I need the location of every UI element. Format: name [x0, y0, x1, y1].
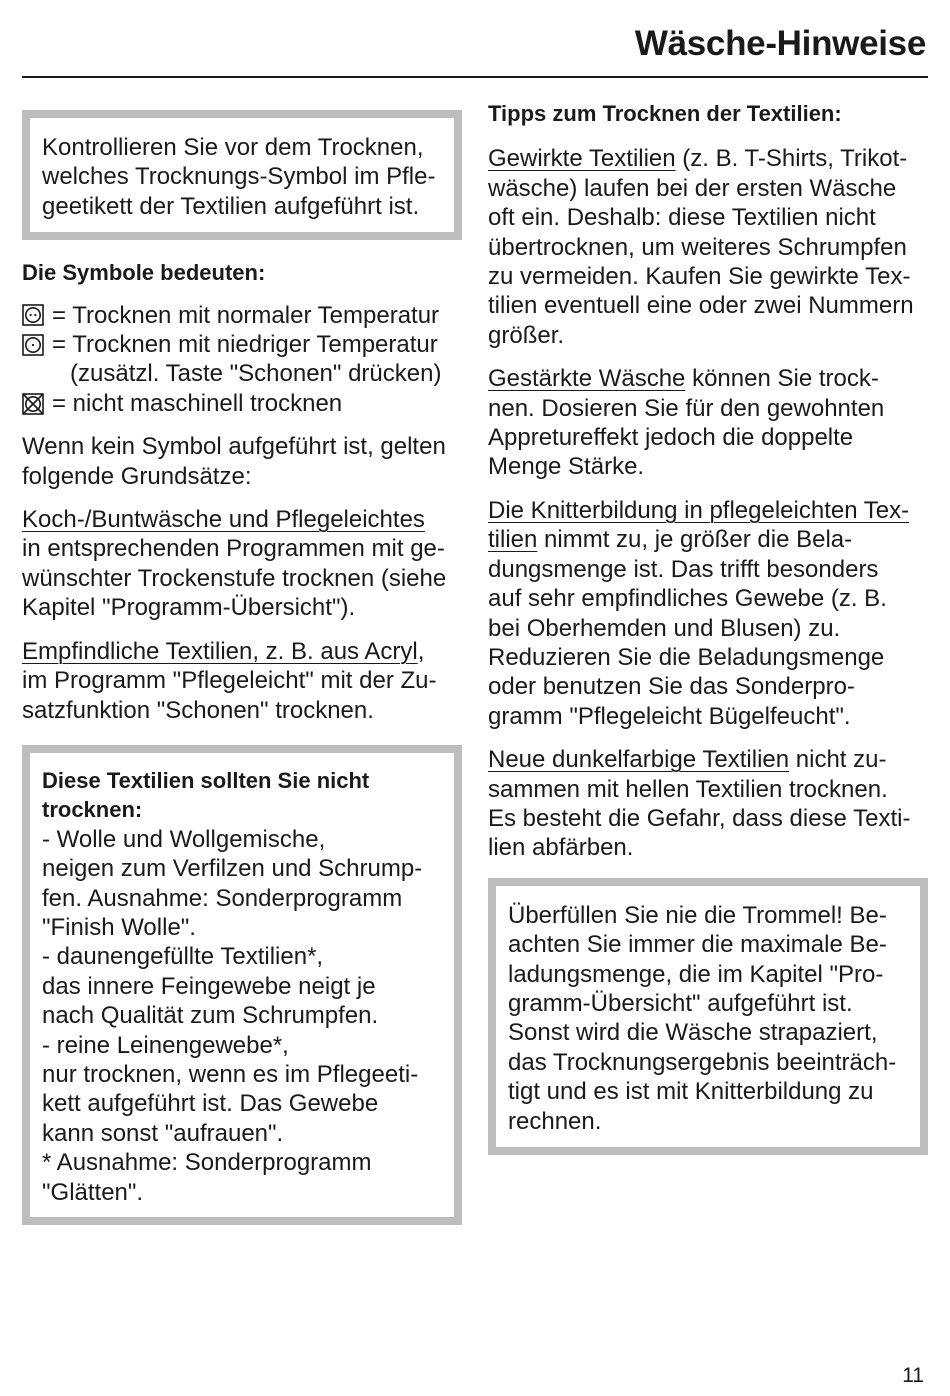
paragraph-line: oft ein. Deshalb: diese Textilien nicht [488, 204, 876, 232]
delicates-first-line [22, 637, 462, 666]
tumble-dry-low-icon [22, 334, 44, 356]
warning-line: tigt und es ist mit Knitterbildung zu [508, 1078, 874, 1106]
paragraph-line: auf sehr empfindliches Gewebe (z. B. [488, 585, 887, 613]
warning-line: kett aufgeführt ist. Das Gewebe [42, 1090, 379, 1118]
warning-line: gramm-Übersicht" aufgeführt ist. [508, 989, 853, 1017]
symbol-legend [22, 301, 462, 419]
delicates-first-rest: , [417, 637, 425, 665]
paragraph-line: nen. Dosieren Sie für den gewohnten [488, 394, 885, 422]
warning-line: * Ausnahme: Sonderprogramm [42, 1149, 372, 1177]
starched-first-line [488, 364, 928, 393]
warning-line: - daunengefüllte Textilien*, [42, 943, 324, 971]
creasing-term-line1: Die Knitterbildung in pflegeleichten Tex- [488, 496, 910, 524]
dark-textiles-paragraph [488, 745, 928, 863]
delicates-term: Empfindliche Textilien, z. B. aus Acryl [22, 637, 418, 665]
paragraph-line: dungsmenge ist. Das trifft besonders [488, 555, 879, 583]
paragraph-line: Menge Stärke. [488, 453, 645, 481]
paragraph-line: übertrocknen, um weiteres Schrumpfen [488, 233, 907, 261]
paragraph-line: Kapitel "Programm-Übersicht"). [22, 594, 356, 622]
cotton-paragraph [22, 505, 462, 623]
paragraph-line: lien abfärben. [488, 834, 634, 862]
knitted-first-line [488, 144, 928, 173]
creasing-second-rest: nimmt zu, je größer die Bela- [537, 526, 853, 554]
starched-first-rest: können Sie trock- [685, 365, 879, 393]
paragraph-line: oder benutzen Sie das Sonderpro- [488, 673, 855, 701]
starched-paragraph [488, 364, 928, 482]
symbol-row-normal [22, 301, 462, 330]
warning-line: "Glätten". [42, 1178, 144, 1206]
note-line: geetikett der Textilien aufgeführt ist. [42, 192, 420, 220]
paragraph-line: folgende Grundsätze: [22, 462, 252, 490]
paragraph-line: gramm "Pflegeleicht Bügelfeucht". [488, 702, 851, 730]
starched-term: Gestärkte Wäsche [488, 365, 686, 393]
knitted-term: Gewirkte Textilien [488, 145, 676, 173]
tips-heading: Tipps zum Trocknen der Textilien: [488, 101, 842, 126]
paragraph-line: größer. [488, 321, 565, 349]
warning-line: das innere Feingewebe neigt je [42, 972, 376, 1000]
creasing-term-line2: tilien [488, 526, 538, 554]
right-column [488, 99, 928, 1155]
paragraph-line: Wenn kein Symbol aufgeführt ist, gelten [22, 433, 446, 461]
symbol-normal-text: = Trocknen mit normaler Temperatur [52, 301, 440, 329]
dark-first-rest: nicht zu- [789, 746, 887, 774]
page-number: 11 [902, 1364, 924, 1387]
delicates-paragraph [22, 637, 462, 725]
knitted-paragraph [488, 144, 928, 350]
dark-textiles-term: Neue dunkelfarbige Textilien [488, 746, 790, 774]
header-rule [22, 76, 928, 78]
left-column [22, 99, 462, 1225]
warning-line: ladungsmenge, die im Kapitel "Pro- [508, 960, 884, 988]
symbol-no-dry-text: = nicht maschinell trocknen [52, 389, 343, 417]
page-title: Wäsche-Hinweise [634, 24, 926, 63]
knitted-first-rest: (z. B. T-Shirts, Trikot- [675, 145, 908, 173]
no-symbol-paragraph [22, 432, 462, 491]
paragraph-line: im Programm "Pflegeleicht" mit der Zu- [22, 667, 437, 695]
creasing-second-line [488, 525, 928, 554]
paragraph-line: sammen mit hellen Textilien trocknen. [488, 775, 888, 803]
paragraph-line: wünschter Trockenstufe trocknen (siehe [22, 564, 447, 592]
paragraph-line: in entsprechenden Programmen mit ge- [22, 535, 445, 563]
do-not-tumble-dry-icon [22, 393, 44, 415]
paragraph-line: satzfunktion "Schonen" trocknen. [22, 696, 374, 724]
warning-line: "Finish Wolle". [42, 913, 196, 941]
paragraph-line: Appretureffekt jedoch die doppelte [488, 424, 854, 452]
symbol-row-no-dry [22, 389, 462, 418]
creasing-paragraph [488, 496, 928, 731]
paragraph-line: tilien eventuell eine oder zwei Nummern [488, 292, 914, 320]
warning-line: nur trocknen, wenn es im Pflegeeti- [42, 1060, 419, 1088]
warning-line: Sonst wird die Wäsche strapaziert, [508, 1019, 878, 1047]
paragraph-line: Reduzieren Sie die Beladungsmenge [488, 643, 885, 671]
warning-line: neigen zum Verfilzen und Schrump- [42, 855, 423, 883]
check-symbol-note-box [22, 110, 462, 240]
warning-line: Überfüllen Sie nie die Trommel! Be- [508, 901, 887, 929]
warning-line: - Wolle und Wollgemische, [42, 825, 326, 853]
symbol-row-low [22, 330, 462, 359]
paragraph-line: wäsche) laufen bei der ersten Wäsche [488, 174, 897, 202]
warning-line: rechnen. [508, 1107, 602, 1135]
note-line: Kontrollieren Sie vor dem Trocknen, [42, 134, 424, 161]
cotton-term: Koch-/Buntwäsche und Pflegeleichtes [22, 506, 425, 534]
symbol-low-text: = Trocknen mit niedriger Temperatur [52, 331, 438, 359]
paragraph-line: bei Oberhemden und Blusen) zu. [488, 614, 841, 642]
warning-line: das Trocknungsergebnis beeinträch- [508, 1048, 897, 1076]
overfill-warning-box [488, 878, 928, 1155]
warning-line: nach Qualität zum Schrumpfen. [42, 1002, 379, 1030]
warning-line: - reine Leinengewebe*, [42, 1031, 289, 1059]
warning-line: kann sonst "aufrauen". [42, 1119, 284, 1147]
tumble-dry-normal-icon [22, 304, 44, 326]
note-line: welches Trocknungs-Symbol im Pfle- [42, 163, 436, 191]
warning-heading [42, 766, 442, 825]
warning-line: fen. Ausnahme: Sonderprogramm [42, 884, 403, 912]
paragraph-line: zu vermeiden. Kaufen Sie gewirkte Tex- [488, 263, 911, 291]
dark-first-line [488, 745, 928, 774]
warning-heading-line: trocknen: [42, 797, 143, 823]
warning-heading-line: Diese Textilien sollten Sie nicht [42, 767, 370, 793]
symbols-heading: Die Symbole bedeuten: [22, 260, 266, 286]
paragraph-line: Es besteht die Gefahr, dass diese Texti- [488, 804, 911, 832]
do-not-dry-warning-box [22, 745, 462, 1225]
warning-line: achten Sie immer die maximale Be- [508, 931, 887, 959]
symbol-low-note: (zusätzl. Taste "Schonen" drücken) [70, 360, 442, 388]
